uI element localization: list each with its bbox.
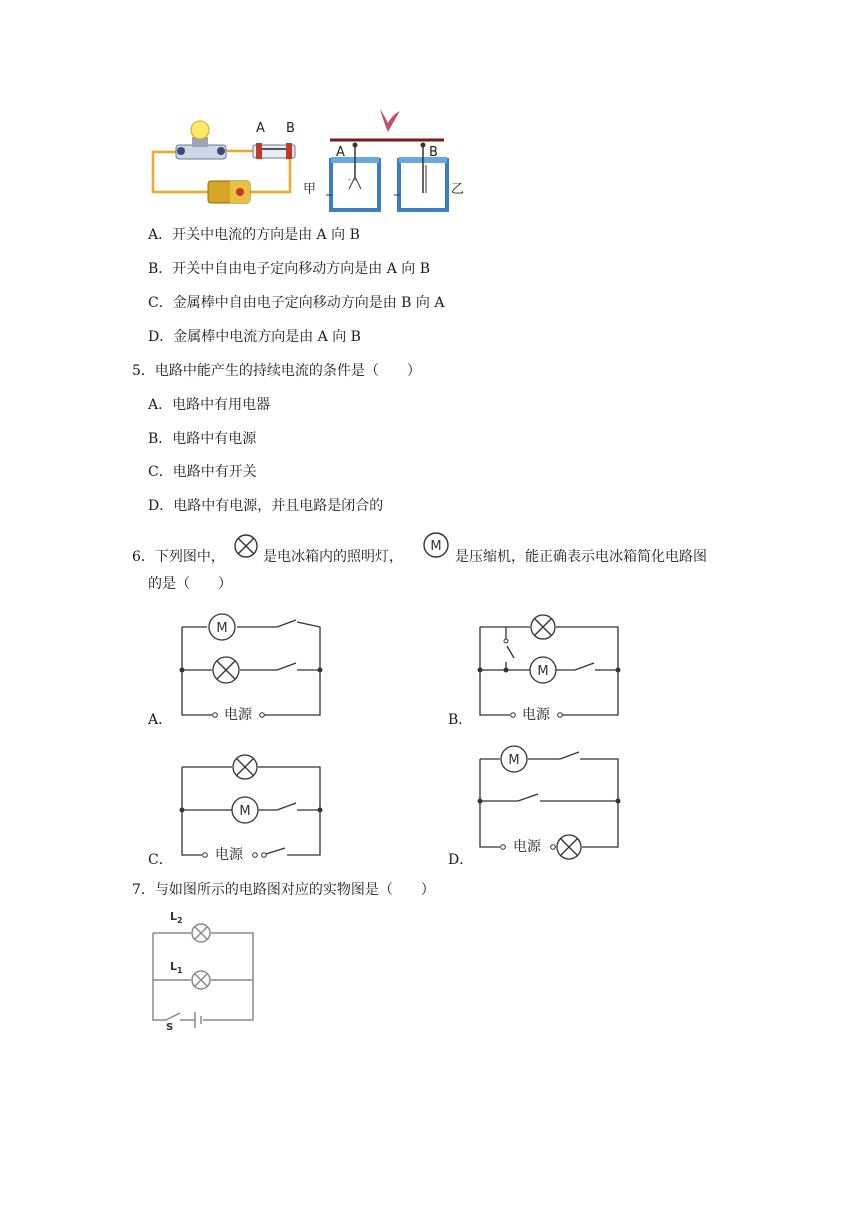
q4-figure (148, 105, 468, 220)
label-l1: L (170, 960, 178, 973)
q6-diagram-a[interactable] (172, 610, 332, 729)
q5-option-a[interactable]: A．电路中有用电器 (148, 397, 271, 413)
hand-icon (380, 109, 400, 132)
battery-icon (208, 181, 250, 203)
svg-text:1: 1 (177, 966, 183, 975)
q6-stem-part2: 是电冰箱内的照明灯， (263, 549, 403, 565)
label-a: A (256, 121, 265, 136)
label-b-2: B (429, 145, 438, 160)
q5-stem: 5．电路中能产生的持续电流的条件是（ ） (132, 363, 421, 379)
power-label: 电源 (522, 707, 550, 723)
q4-figure-svg (148, 105, 468, 220)
label-jia: 甲 (303, 182, 317, 197)
q5-option-b[interactable]: B．电路中有电源 (148, 431, 257, 447)
bulb-icon (176, 121, 226, 159)
label-l2: L (170, 910, 178, 923)
q6-stem-line2: 的是（ ） (148, 576, 232, 592)
electroscope-a (326, 143, 379, 211)
q5-option-c[interactable]: C．电路中有开关 (148, 464, 257, 480)
q4-option-d[interactable]: D．金属棒中电流方向是由 A 向 B (148, 329, 361, 345)
label-yi: 乙 (451, 182, 465, 197)
label-a-2: A (336, 145, 345, 160)
q6-diagram-c[interactable] (172, 750, 332, 869)
svg-text:- -: - - (348, 175, 357, 184)
svg-text:M: M (430, 539, 442, 554)
q6-option-b-label[interactable]: B． (448, 712, 473, 728)
svg-text:M: M (508, 753, 520, 768)
q6-diagram-d[interactable] (470, 742, 630, 866)
q4-option-b[interactable]: B．开关中自由电子定向移动方向是由 A 向 B (148, 261, 431, 277)
q5-option-d[interactable]: D．电路中有电源，并且电路是闭合的 (148, 498, 384, 514)
q4-option-c[interactable]: C．金属棒中自由电子定向移动方向是由 B 向 A (148, 295, 445, 311)
label-s: S (166, 1022, 174, 1033)
label-b: B (286, 121, 295, 136)
q6-diagram-b[interactable] (470, 610, 630, 729)
q6-option-d-label[interactable]: D． (448, 852, 474, 868)
lamp-icon (232, 532, 260, 564)
q7-stem: 7．与如图所示的电路图对应的实物图是（ ） (132, 882, 435, 898)
power-label: 电源 (224, 707, 252, 723)
electroscope-b (394, 143, 447, 211)
svg-text:2: 2 (177, 916, 183, 925)
svg-text:M: M (216, 621, 228, 636)
motor-icon (421, 530, 451, 564)
power-label: 电源 (215, 847, 243, 863)
q6-option-a-label[interactable]: A． (148, 712, 173, 728)
q6-stem-part1: 6．下列图中， (132, 549, 225, 565)
switch-icon (253, 143, 295, 159)
svg-text:M: M (239, 804, 251, 819)
svg-text:M: M (537, 664, 549, 679)
power-label: 电源 (513, 839, 541, 855)
q4-option-a[interactable]: A．开关中电流的方向是由 A 向 B (148, 227, 360, 243)
q7-circuit-diagram (148, 908, 263, 1037)
q6-option-c-label[interactable]: C． (148, 852, 173, 868)
q6-stem-part3: 是压缩机，能正确表示电冰箱简化电路图 (455, 549, 707, 565)
